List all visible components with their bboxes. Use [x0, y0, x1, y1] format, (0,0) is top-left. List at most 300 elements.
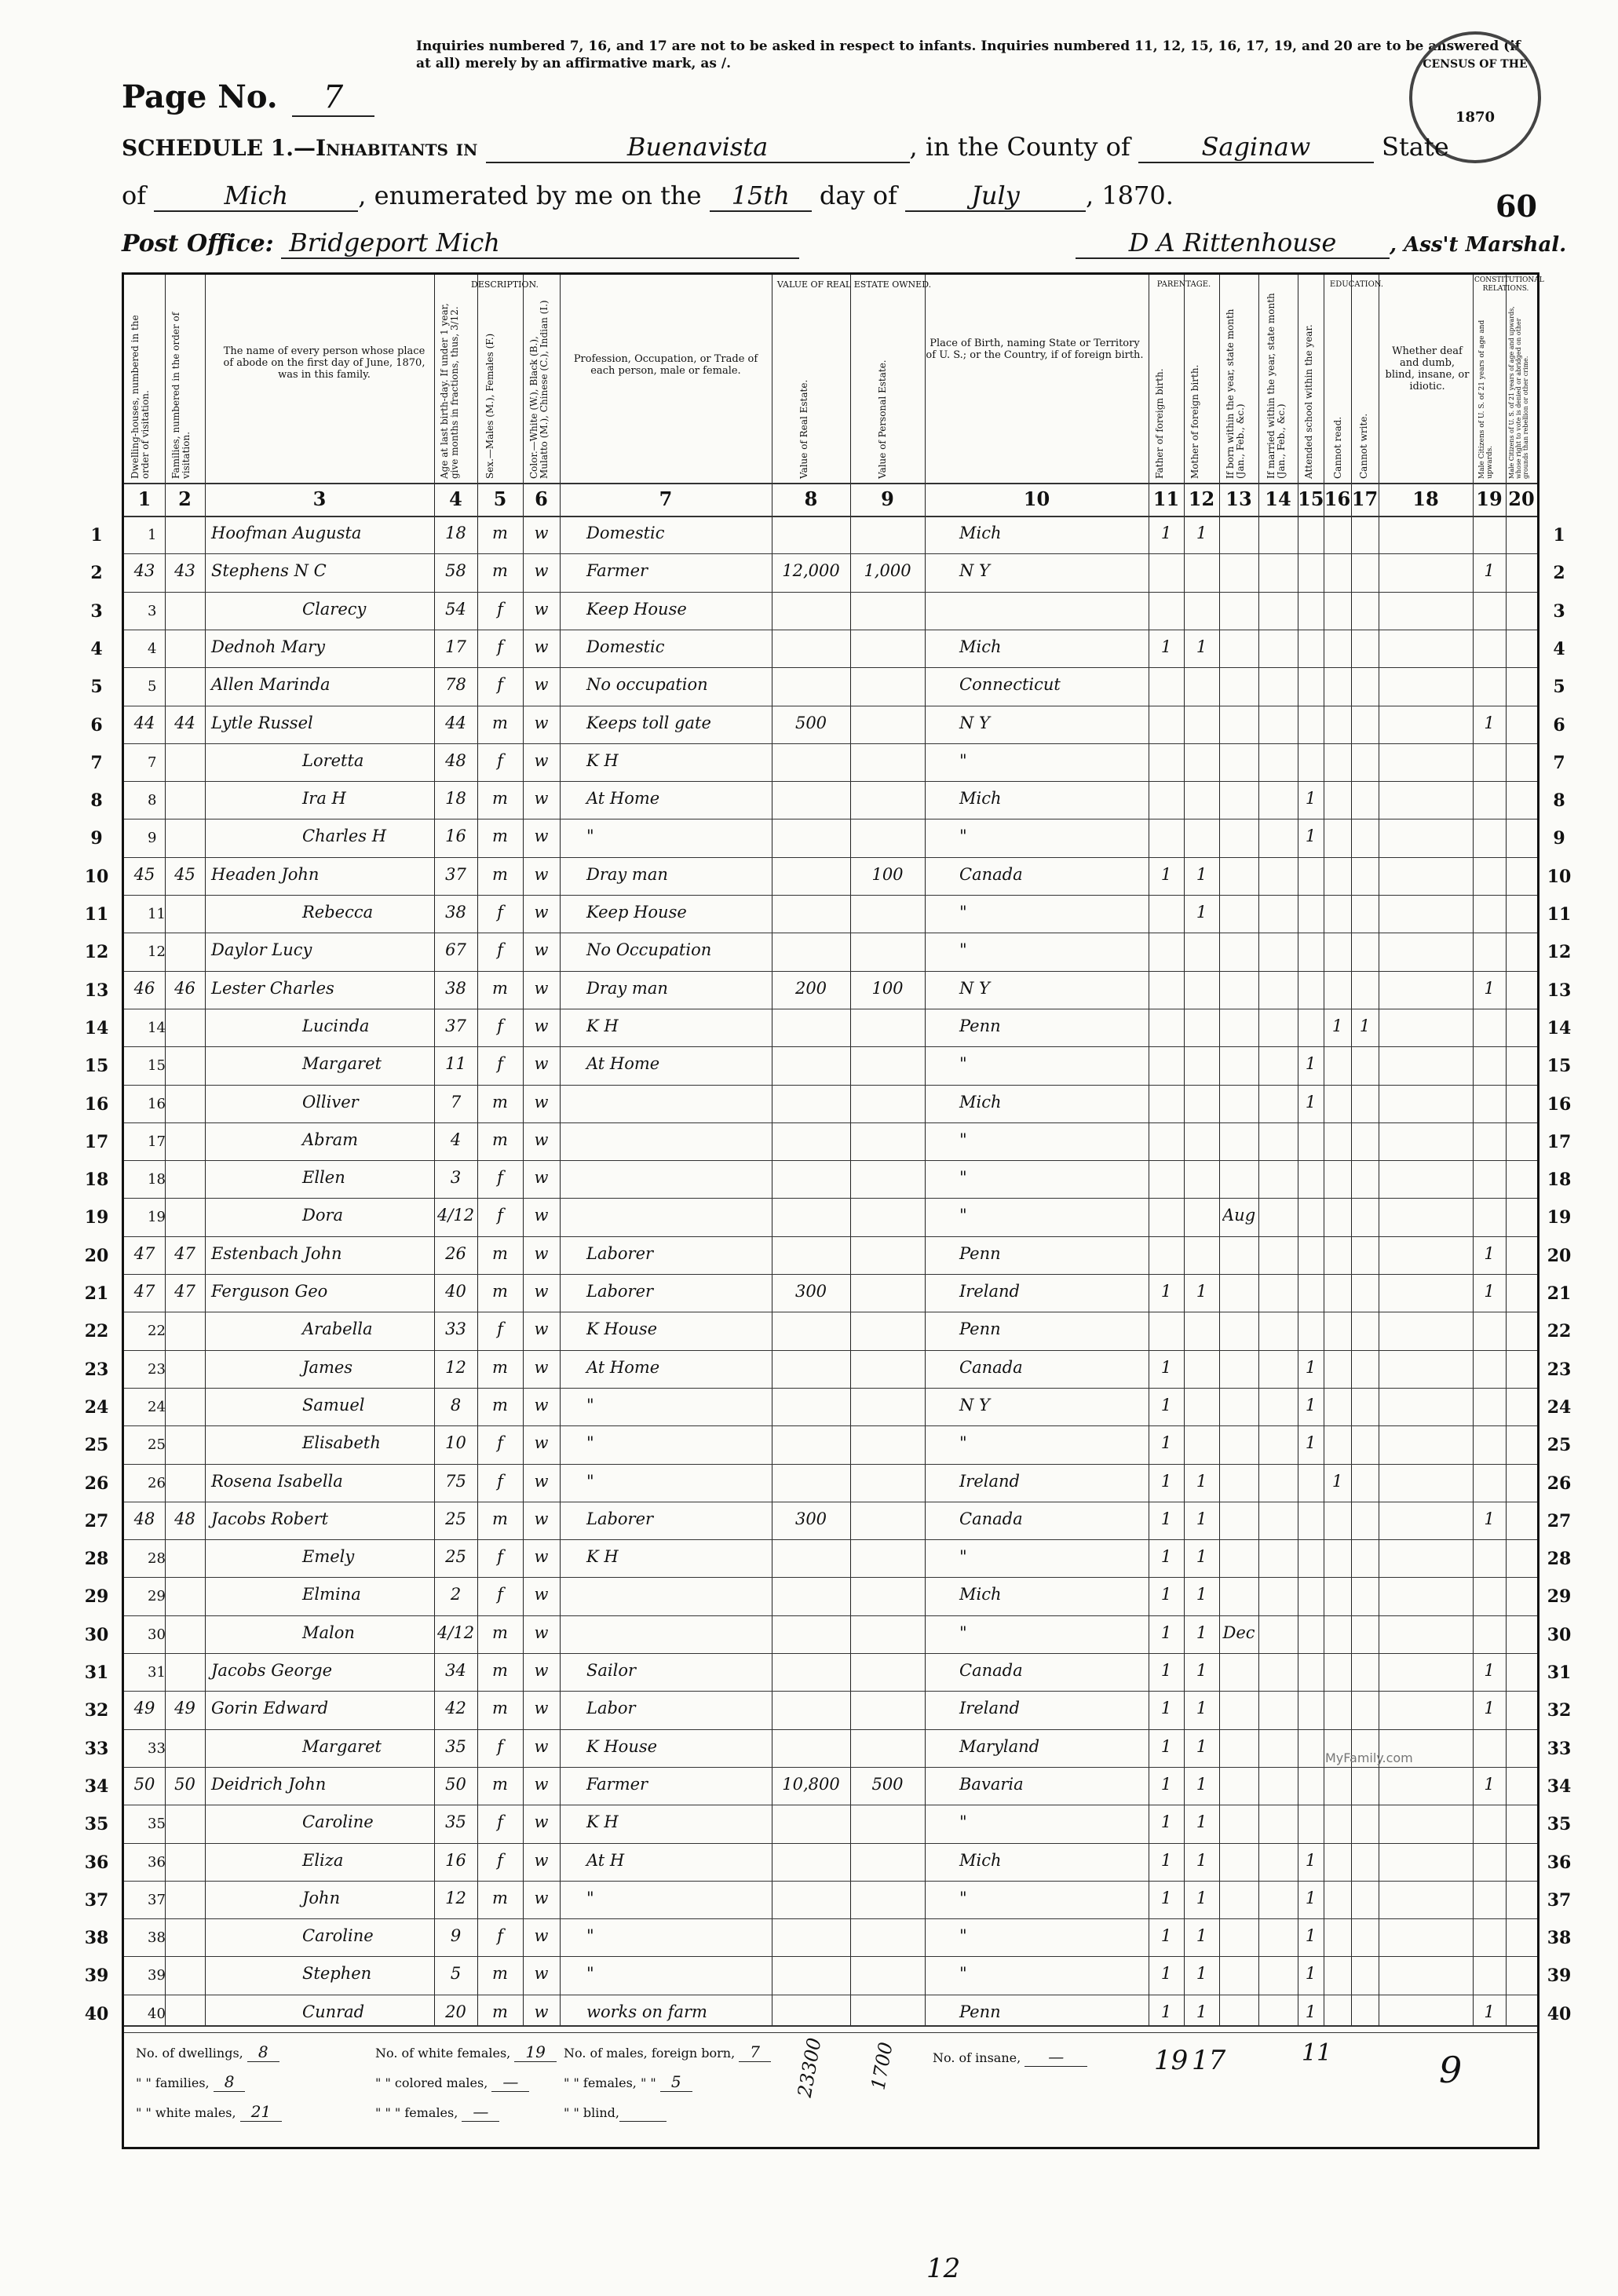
- school-total: 11: [1302, 2039, 1332, 2067]
- row-number-right: 20: [1547, 1245, 1572, 1266]
- cell-m: 1: [1196, 1774, 1207, 1794]
- marshal-label: , Ass't Marshal.: [1390, 233, 1567, 257]
- cell-name: James: [302, 1357, 353, 1377]
- row-number-left: 10: [84, 866, 109, 887]
- cell-occ: At Home: [586, 1357, 660, 1377]
- row-number-left: 4: [90, 638, 103, 659]
- cell-birth: Ireland: [959, 1699, 1020, 1718]
- cell-fam: 47: [174, 1282, 195, 1301]
- row-rule: [124, 1274, 1537, 1275]
- cell-c19: 1: [1484, 1661, 1495, 1680]
- column-rule: [1258, 275, 1259, 2025]
- row-number-left: 11: [84, 904, 109, 925]
- column-number-19: 19: [1476, 487, 1503, 510]
- cell-fam: 48: [174, 1509, 195, 1528]
- column-rule: [205, 275, 206, 2025]
- row-line-number: 30: [148, 1626, 166, 1643]
- cell-occ: Labor: [586, 1699, 636, 1718]
- colored-females-value: —: [462, 2102, 499, 2122]
- cell-sch: 1: [1305, 1433, 1317, 1453]
- cell-color: w: [534, 1395, 549, 1414]
- row-line-number: 39: [148, 1967, 166, 1984]
- footer-number: 12: [926, 2253, 961, 2284]
- row-number-right: 15: [1547, 1056, 1572, 1077]
- cell-birth: ": [959, 1964, 967, 1984]
- stamp-top-text: CENSUS OF THE: [1423, 58, 1528, 71]
- col-13-header: If born within the year, state month (Jan., Feb., &c.): [1225, 308, 1246, 479]
- cell-color: w: [534, 713, 549, 732]
- day-of-label: day of: [819, 181, 897, 210]
- totals-males-foreign: [564, 2042, 771, 2061]
- males-foreign-label: No. of males, foreign born,: [564, 2046, 736, 2061]
- row-rule: [124, 1881, 1537, 1882]
- cell-color: w: [534, 789, 549, 809]
- row-number-right: 21: [1547, 1283, 1572, 1304]
- cell-occ: Farmer: [586, 561, 648, 581]
- day-field: 15th: [710, 181, 812, 212]
- cell-age: 34: [445, 1661, 466, 1680]
- cell-sex: m: [492, 827, 508, 846]
- row-rule: [124, 516, 1537, 517]
- cell-age: 42: [445, 1699, 466, 1718]
- cell-occ: ": [586, 1926, 594, 1946]
- cell-color: w: [534, 637, 549, 656]
- cell-sex: m: [492, 1699, 508, 1718]
- females-foreign-label: " " females, " ": [564, 2075, 656, 2090]
- cell-sex: m: [492, 1964, 508, 1984]
- citizens-total: 9: [1439, 2049, 1463, 2091]
- cell-color: w: [534, 1282, 549, 1301]
- cell-m: 1: [1196, 1699, 1207, 1718]
- cell-sch: 1: [1305, 1888, 1317, 1907]
- cell-m: 1: [1196, 524, 1207, 542]
- cell-age: 50: [445, 1774, 466, 1794]
- row-rule: [124, 1160, 1537, 1161]
- cell-color: w: [534, 1168, 549, 1188]
- cell-name: Headen John: [211, 864, 320, 884]
- row-number-left: 19: [84, 1207, 109, 1228]
- column-number-12: 12: [1188, 487, 1215, 510]
- cell-occ: Dray man: [586, 978, 668, 998]
- row-rule: [124, 1767, 1537, 1768]
- cell-birth: ": [959, 1623, 967, 1642]
- column-rule: [850, 275, 851, 2025]
- cell-name: Arabella: [302, 1320, 373, 1339]
- row-number-left: 9: [90, 828, 103, 849]
- row-rule: [124, 483, 1537, 484]
- row-number-left: 13: [84, 980, 109, 1001]
- cell-birth: Canada: [959, 1357, 1023, 1377]
- row-number-right: 7: [1553, 752, 1565, 773]
- cell-pers: 100: [871, 864, 904, 884]
- cell-fam: 49: [174, 1699, 195, 1718]
- father-foreign-total: 19: [1154, 2045, 1189, 2076]
- cell-color: w: [534, 675, 549, 695]
- cell-f: 1: [1160, 1888, 1172, 1907]
- cell-name: Gorin Edward: [211, 1699, 329, 1718]
- cell-f: 1: [1160, 1395, 1172, 1414]
- totals-white-females: [375, 2042, 557, 2061]
- row-number-left: 1: [90, 525, 103, 546]
- cell-name: Deidrich John: [211, 1774, 327, 1794]
- row-number-left: 26: [84, 1473, 109, 1494]
- column-rule: [925, 275, 926, 2025]
- row-number-right: 10: [1547, 866, 1572, 887]
- cell-age: 33: [445, 1320, 466, 1339]
- males-foreign-value: 7: [739, 2042, 771, 2062]
- cell-sex: m: [492, 1395, 508, 1414]
- cell-color: w: [534, 1054, 549, 1074]
- cell-occ: ": [586, 1888, 594, 1907]
- row-number-right: 17: [1547, 1131, 1572, 1152]
- row-number-left: 40: [84, 2003, 109, 2024]
- col-7-header: Profession, Occupation, or Trade of each person, male or female.: [573, 353, 758, 377]
- row-line-number: 36: [148, 1853, 166, 1871]
- cell-birth: ": [959, 1888, 967, 1907]
- cell-birth: ": [959, 1168, 967, 1188]
- row-rule: [124, 743, 1537, 744]
- row-line-number: 5: [148, 678, 157, 695]
- cell-m: 1: [1196, 1623, 1207, 1642]
- row-rule: [124, 1577, 1537, 1578]
- row-line-number: 35: [148, 1816, 166, 1833]
- cell-f: 1: [1160, 1282, 1172, 1301]
- column-number-11: 11: [1152, 487, 1180, 510]
- cell-birth: ": [959, 1812, 967, 1832]
- column-rule: [1506, 275, 1507, 2025]
- cell-color: w: [534, 1888, 549, 1907]
- cell-occ: works on farm: [586, 2002, 707, 2021]
- cell-name: Stephens N C: [211, 561, 327, 581]
- row-number-right: 32: [1547, 1700, 1572, 1721]
- totals-insane: [933, 2047, 1087, 2066]
- cell-occ: No occupation: [586, 675, 708, 695]
- cell-color: w: [534, 1547, 549, 1567]
- cell-c19: 1: [1484, 2002, 1495, 2021]
- of-label: of: [122, 181, 147, 210]
- cell-f: 1: [1160, 1471, 1172, 1491]
- row-number-right: 12: [1547, 942, 1572, 963]
- cell-age: 18: [445, 789, 466, 809]
- cell-age: 7: [450, 1092, 462, 1111]
- cell-birth: Mich: [959, 637, 1002, 656]
- row-number-left: 7: [90, 752, 103, 773]
- column-number-15: 15: [1298, 487, 1324, 510]
- cell-cw: 1: [1359, 1016, 1371, 1035]
- cell-age: 35: [445, 1812, 466, 1832]
- cell-sex: f: [497, 1471, 503, 1491]
- column-number-8: 8: [804, 487, 818, 510]
- row-line-number: 37: [148, 1891, 166, 1908]
- column-number-18: 18: [1412, 487, 1439, 510]
- cell-color: w: [534, 940, 549, 960]
- cell-dw: 44: [133, 713, 155, 732]
- cell-color: w: [534, 1509, 549, 1528]
- row-line-number: 1: [148, 527, 157, 543]
- cell-sex: f: [497, 1433, 503, 1453]
- cell-fam: 43: [174, 561, 195, 581]
- column-rule: [1473, 275, 1474, 2025]
- dwellings-label: No. of dwellings,: [136, 2046, 243, 2061]
- row-number-right: 14: [1547, 1017, 1572, 1038]
- row-number-right: 38: [1547, 1928, 1572, 1949]
- row-number-left: 30: [84, 1624, 109, 1645]
- row-line-number: 17: [148, 1133, 166, 1150]
- white-females-label: No. of white females,: [375, 2046, 511, 2061]
- post-office-line: [122, 228, 799, 259]
- post-office-field: Bridgeport Mich: [281, 228, 799, 259]
- row-rule: [124, 781, 1537, 782]
- row-rule: [124, 1198, 1537, 1199]
- cell-age: 78: [445, 675, 466, 695]
- cell-m: 1: [1196, 1812, 1207, 1832]
- cell-color: w: [534, 1774, 549, 1794]
- cell-age: 17: [445, 637, 466, 656]
- cell-name: Ellen: [302, 1168, 345, 1188]
- cell-sex: f: [497, 1206, 503, 1225]
- cell-m: 1: [1196, 1509, 1207, 1528]
- totals-colored-females: [375, 2102, 499, 2121]
- cell-age: 38: [445, 978, 466, 998]
- cell-name: Rosena Isabella: [211, 1471, 343, 1491]
- cell-age: 38: [445, 903, 466, 922]
- cell-cr: 1: [1331, 1471, 1343, 1491]
- cell-f: 1: [1160, 1547, 1172, 1567]
- cell-sex: f: [497, 1850, 503, 1870]
- col-8-header: Value of Real Estate.: [798, 379, 809, 479]
- cell-color: w: [534, 1357, 549, 1377]
- row-number-left: 6: [90, 714, 103, 736]
- real-estate-total: 23300: [793, 2035, 826, 2100]
- cell-name: Olliver: [302, 1092, 359, 1111]
- cell-color: w: [534, 864, 549, 884]
- cell-fam: 45: [174, 864, 195, 884]
- cell-birth: Penn: [959, 1016, 1001, 1035]
- cell-age: 5: [450, 1964, 462, 1984]
- cell-occ: Domestic: [586, 524, 665, 542]
- row-number-right: 11: [1547, 904, 1572, 925]
- cell-age: 8: [450, 1395, 462, 1414]
- cell-occ: Farmer: [586, 1774, 648, 1794]
- column-number-2: 2: [178, 487, 192, 510]
- col-18-header: Whether deaf and dumb, blind, insane, or idiotic.: [1385, 345, 1470, 392]
- cell-occ: ": [586, 1395, 594, 1414]
- cell-color: w: [534, 1623, 549, 1642]
- cell-birth: N Y: [959, 713, 990, 732]
- cell-sex: m: [492, 524, 508, 542]
- column-number-14: 14: [1265, 487, 1291, 510]
- row-number-right: 40: [1547, 2003, 1572, 2024]
- cell-name: Lucinda: [302, 1016, 370, 1035]
- cell-occ: K H: [586, 1812, 619, 1832]
- cell-color: w: [534, 561, 549, 581]
- cell-name: Caroline: [302, 1926, 374, 1946]
- cell-f: 1: [1160, 1736, 1172, 1756]
- cell-sch: 1: [1305, 1395, 1317, 1414]
- cell-dw: 49: [133, 1699, 155, 1718]
- cell-m: 1: [1196, 1282, 1207, 1301]
- cell-birth: Ireland: [959, 1471, 1020, 1491]
- cell-color: w: [534, 1130, 549, 1149]
- column-rule: [1184, 275, 1185, 2025]
- cell-c19: 1: [1484, 978, 1495, 998]
- cell-name: Hoofman Augusta: [211, 524, 362, 542]
- cell-birth: Connecticut: [959, 675, 1061, 695]
- cell-name: Charles H: [302, 827, 387, 846]
- blind-label: " " blind,: [564, 2105, 619, 2120]
- row-rule: [124, 1653, 1537, 1654]
- cell-f: 1: [1160, 1623, 1172, 1642]
- totals-colored-males: [375, 2072, 529, 2091]
- inquiry-notice: Inquiries numbered 7, 16, and 17 are not to be asked in respect to infants. Inquiries numbered 11, 12, 15, 16, 17, 19, and 20 are to be answered (if at all) merely by an affirmative mark, as /.: [416, 38, 1521, 71]
- cell-color: w: [534, 2002, 549, 2021]
- col-4-header: Age at last birth-day. If under 1 year, give months in fractions, thus, 3/12.: [439, 303, 460, 479]
- row-line-number: 40: [148, 2005, 166, 2022]
- row-number-right: 6: [1553, 714, 1565, 736]
- column-number-10: 10: [1023, 487, 1050, 510]
- cell-age: 40: [445, 1282, 466, 1301]
- row-rule: [124, 1122, 1537, 1123]
- cell-sex: m: [492, 1092, 508, 1111]
- cell-name: Estenbach John: [211, 1243, 342, 1263]
- cell-sex: m: [492, 1661, 508, 1680]
- cell-name: Dednoh Mary: [211, 637, 326, 656]
- cell-age: 58: [445, 561, 466, 581]
- cell-sch: 1: [1305, 827, 1317, 846]
- cell-dw: 47: [133, 1243, 155, 1263]
- column-rule: [523, 275, 524, 2025]
- cell-birth: Ireland: [959, 1282, 1020, 1301]
- cell-sex: f: [497, 1812, 503, 1832]
- row-number-left: 5: [90, 677, 103, 698]
- cell-occ: K House: [586, 1320, 658, 1339]
- row-number-left: 27: [84, 1510, 109, 1531]
- cell-name: Lytle Russel: [211, 713, 313, 732]
- cell-sex: f: [497, 1054, 503, 1074]
- cell-dw: 43: [133, 561, 155, 581]
- cell-name: John: [302, 1888, 341, 1907]
- row-line-number: 3: [148, 602, 157, 619]
- cell-name: Stephen: [302, 1964, 372, 1984]
- row-number-left: 2: [90, 563, 103, 584]
- page-number: [122, 78, 374, 115]
- cell-age: 12: [445, 1888, 466, 1907]
- row-line-number: 23: [148, 1360, 166, 1378]
- row-number-right: 28: [1547, 1549, 1572, 1570]
- cell-f: 1: [1160, 1964, 1172, 1984]
- cell-sch: 1: [1305, 1357, 1317, 1377]
- cell-name: Lester Charles: [211, 978, 334, 998]
- state-label: State: [1382, 132, 1449, 162]
- cell-sch: 1: [1305, 2002, 1317, 2021]
- cell-fam: 47: [174, 1243, 195, 1263]
- row-number-right: 13: [1547, 980, 1572, 1001]
- cell-m: 1: [1196, 1850, 1207, 1870]
- row-line-number: 16: [148, 1095, 166, 1112]
- row-line-number: 26: [148, 1474, 166, 1491]
- row-rule: [124, 1843, 1537, 1844]
- col-14-header: If married within the year, state month (Jan., Feb., &c.): [1266, 293, 1287, 479]
- cell-pers: 500: [871, 1774, 904, 1794]
- cell-occ: Laborer: [586, 1509, 654, 1528]
- row-rule: [124, 1691, 1537, 1692]
- row-number-left: 38: [84, 1928, 109, 1949]
- row-number-right: 31: [1547, 1663, 1572, 1683]
- cell-m: 1: [1196, 1661, 1207, 1680]
- cell-name: Dora: [302, 1206, 344, 1225]
- row-number-right: 23: [1547, 1359, 1572, 1380]
- cell-sex: m: [492, 864, 508, 884]
- row-line-number: 7: [148, 754, 157, 771]
- cell-name: Cunrad: [302, 2002, 365, 2021]
- row-rule: [124, 1918, 1537, 1919]
- row-number-left: 23: [84, 1359, 109, 1380]
- cell-c19: 1: [1484, 1282, 1495, 1301]
- cell-sex: m: [492, 789, 508, 809]
- cell-age: 4/12: [437, 1623, 474, 1642]
- parentage-header: PARENTAGE.: [1156, 280, 1211, 289]
- row-rule: [124, 1236, 1537, 1237]
- cell-age: 26: [445, 1243, 466, 1263]
- cell-sch: 1: [1305, 1850, 1317, 1870]
- cell-m: 1: [1196, 903, 1207, 922]
- cell-name: Elisabeth: [302, 1433, 381, 1453]
- column-rule: [165, 275, 166, 2025]
- row-number-right: 39: [1547, 1966, 1572, 1987]
- row-number-left: 20: [84, 1245, 109, 1266]
- cell-sch: 1: [1305, 1926, 1317, 1946]
- column-rule: [1219, 275, 1220, 2025]
- col-20-header: Male Citizens of U. S. of 21 years of age and upwards, whose right to vote is denied or abridged on other grounds than rebellion or other crime.: [1508, 306, 1529, 479]
- cell-sex: m: [492, 1130, 508, 1149]
- insane-label: No. of insane,: [933, 2050, 1021, 2065]
- cell-sex: m: [492, 1623, 508, 1642]
- row-number-left: 36: [84, 1852, 109, 1873]
- cell-sex: f: [497, 637, 503, 656]
- cell-age: 75: [445, 1471, 466, 1491]
- cell-sex: m: [492, 1509, 508, 1528]
- blind-value: [619, 2102, 667, 2122]
- cell-sex: m: [492, 1243, 508, 1263]
- row-line-number: 25: [148, 1436, 166, 1454]
- cell-occ: Domestic: [586, 637, 665, 656]
- cell-m: 1: [1196, 1547, 1207, 1567]
- row-line-number: 15: [148, 1057, 166, 1075]
- totals-dwellings: [136, 2042, 279, 2061]
- cell-age: 25: [445, 1547, 466, 1567]
- cell-m: 1: [1196, 637, 1207, 656]
- cell-birth: Canada: [959, 1661, 1023, 1680]
- row-number-left: 8: [90, 790, 103, 812]
- cell-age: 12: [445, 1357, 466, 1377]
- row-line-number: 4: [148, 640, 157, 657]
- stamp-year: 1870: [1455, 109, 1496, 126]
- row-line-number: 12: [148, 944, 166, 961]
- cell-name: Clarecy: [302, 599, 367, 619]
- cell-color: w: [534, 599, 549, 619]
- cell-age: 67: [445, 940, 466, 960]
- cell-name: Margaret: [302, 1736, 382, 1756]
- cell-sex: f: [497, 599, 503, 619]
- cell-age: 16: [445, 1850, 466, 1870]
- cell-age: 25: [445, 1509, 466, 1528]
- cell-occ: Dray man: [586, 864, 668, 884]
- cell-age: 37: [445, 1016, 466, 1035]
- cell-sex: f: [497, 903, 503, 922]
- column-number-20: 20: [1508, 487, 1535, 510]
- cell-color: w: [534, 1471, 549, 1491]
- value-group-header: VALUE OF REAL ESTATE OWNED.: [776, 279, 932, 290]
